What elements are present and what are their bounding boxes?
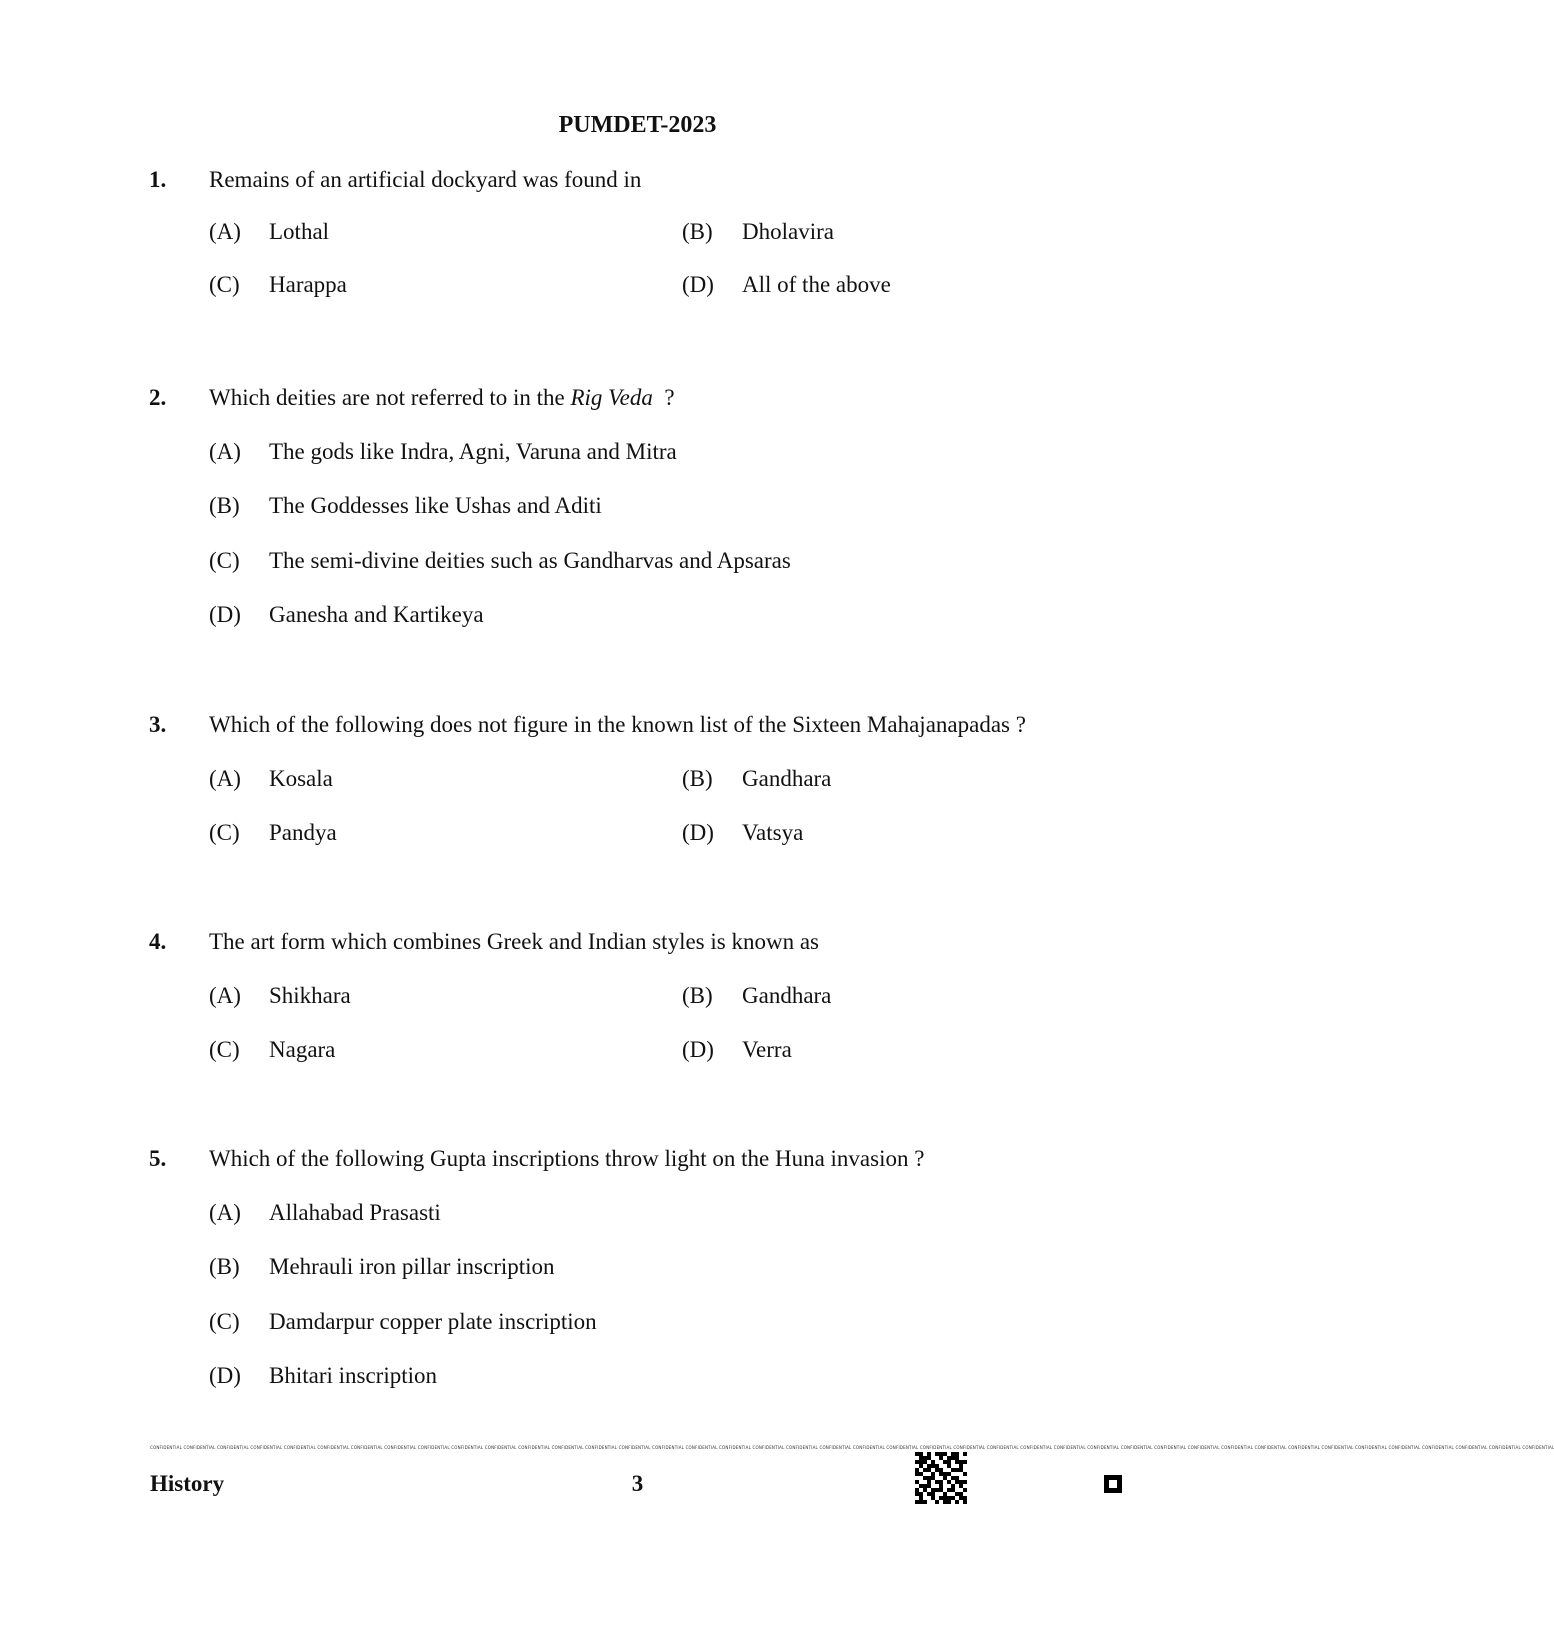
option-label: (C) xyxy=(209,272,240,297)
option-text: Dholavira xyxy=(742,219,834,244)
question-text: Which of the following does not figure in the known list of the Sixteen Mahajanapadas ? xyxy=(209,712,1026,737)
option-label: (A) xyxy=(209,1200,241,1225)
option-label: (D) xyxy=(682,272,714,297)
option-label: (A) xyxy=(209,439,241,464)
option-label: (D) xyxy=(209,602,241,627)
square-marker-icon xyxy=(1104,1475,1122,1493)
option-text: Gandhara xyxy=(742,766,832,791)
option-d xyxy=(682,820,803,846)
option-label: (A) xyxy=(209,983,241,1008)
option-a xyxy=(209,766,333,792)
question-text xyxy=(209,385,675,411)
option-a xyxy=(209,983,351,1009)
option-text: Nagara xyxy=(269,1037,336,1062)
question-text-part: ? xyxy=(652,385,675,410)
option-c xyxy=(209,272,347,298)
question-number: 3. xyxy=(149,712,167,737)
option-d xyxy=(682,272,891,298)
option-label: (C) xyxy=(209,548,240,573)
option-text: Pandya xyxy=(269,820,337,845)
option-a xyxy=(209,1200,441,1226)
option-text: Allahabad Prasasti xyxy=(269,1200,441,1225)
option-label: (C) xyxy=(209,1037,240,1062)
question-text-italic: Rig Veda xyxy=(570,385,653,410)
option-label: (A) xyxy=(209,766,241,791)
option-text: Mehrauli iron pillar inscription xyxy=(269,1254,555,1279)
option-label: (B) xyxy=(209,1254,240,1279)
option-label: (C) xyxy=(209,1309,240,1334)
option-a xyxy=(209,219,329,245)
option-a xyxy=(209,439,677,465)
option-label: (B) xyxy=(209,493,240,518)
option-c xyxy=(209,820,337,846)
option-label: (D) xyxy=(682,1037,714,1062)
option-c xyxy=(209,1037,335,1063)
option-label: (B) xyxy=(682,983,713,1008)
option-b xyxy=(209,493,602,519)
option-label: (B) xyxy=(682,219,713,244)
question-number: 2. xyxy=(149,385,167,410)
option-label: (C) xyxy=(209,820,240,845)
option-text: Bhitari inscription xyxy=(269,1363,438,1388)
option-label: (A) xyxy=(209,219,241,244)
option-text: Damdarpur copper plate inscription xyxy=(269,1309,597,1334)
option-c xyxy=(209,1309,597,1335)
option-text: Harappa xyxy=(269,272,347,297)
option-d xyxy=(682,1037,792,1063)
option-text: Gandhara xyxy=(742,983,832,1008)
page-title: PUMDET-2023 xyxy=(558,112,717,138)
option-text: Ganesha and Kartikeya xyxy=(269,602,484,627)
question-number: 5. xyxy=(149,1146,167,1171)
option-b xyxy=(209,1254,555,1280)
option-text: Shikhara xyxy=(269,983,351,1008)
option-text: Vatsya xyxy=(742,820,804,845)
question-number: 4. xyxy=(149,929,167,954)
question-text: Remains of an artificial dockyard was found in xyxy=(209,167,642,192)
qr-code-icon xyxy=(915,1452,967,1504)
page-number: 3 xyxy=(631,1471,644,1496)
option-b xyxy=(682,766,831,792)
option-text: Lothal xyxy=(269,219,330,244)
option-b xyxy=(682,219,834,245)
footer-subject: History xyxy=(150,1471,225,1496)
question-text: Which of the following Gupta inscriptions throw light on the Huna invasion ? xyxy=(209,1146,925,1171)
option-text: All of the above xyxy=(742,272,891,297)
option-label: (D) xyxy=(682,820,714,845)
question-text: The art form which combines Greek and Indian styles is known as xyxy=(209,929,819,954)
option-b xyxy=(682,983,831,1009)
option-label: (B) xyxy=(682,766,713,791)
option-text: The Goddesses like Ushas and Aditi xyxy=(269,493,602,518)
confidential-ribbon: CONFIDENTIAL CONFIDENTIAL CONFIDENTIAL CONFIDENTIAL CONFIDENTIAL CONFIDENTIAL CONFIDENTIAL CONFIDENTIAL CONFIDENTIAL CONFIDENTIAL CONFIDENTIAL CONFIDENTIAL CONFIDENTIAL CONFIDENTIAL CONFIDENTIAL CONFIDENTIAL CONFIDENTIAL CONFIDENTIAL CONFIDENTIAL CONFIDENTIAL CONFIDENTIAL CONFIDENTIAL CONFIDENTIAL CONFIDENTIAL CONFIDENTIAL CONFIDENTIAL CONFIDENTIAL CONFIDENTIAL CONFIDENTIAL CONFIDENTIAL CONFIDENTIAL CONFIDENTIAL CONFIDENTIAL CONFIDENTIAL CONFIDENTIAL CONFIDENTIAL CONFIDENTIAL CONFIDENTIAL CONFIDENTIAL CONFIDENTIAL CONFIDENTIAL CONFIDENTIAL xyxy=(150,1445,1554,1450)
option-text: Kosala xyxy=(269,766,333,791)
option-text: The semi-divine deities such as Gandharvas and Apsaras xyxy=(269,548,791,573)
option-text: The gods like Indra, Agni, Varuna and Mitra xyxy=(269,439,677,464)
option-text: Verra xyxy=(742,1037,792,1062)
question-number: 1. xyxy=(149,167,167,192)
question-text-part: Which deities are not referred to in the xyxy=(209,385,571,410)
option-d xyxy=(209,602,484,628)
option-label: (D) xyxy=(209,1363,241,1388)
option-c xyxy=(209,548,791,574)
option-d xyxy=(209,1363,437,1389)
